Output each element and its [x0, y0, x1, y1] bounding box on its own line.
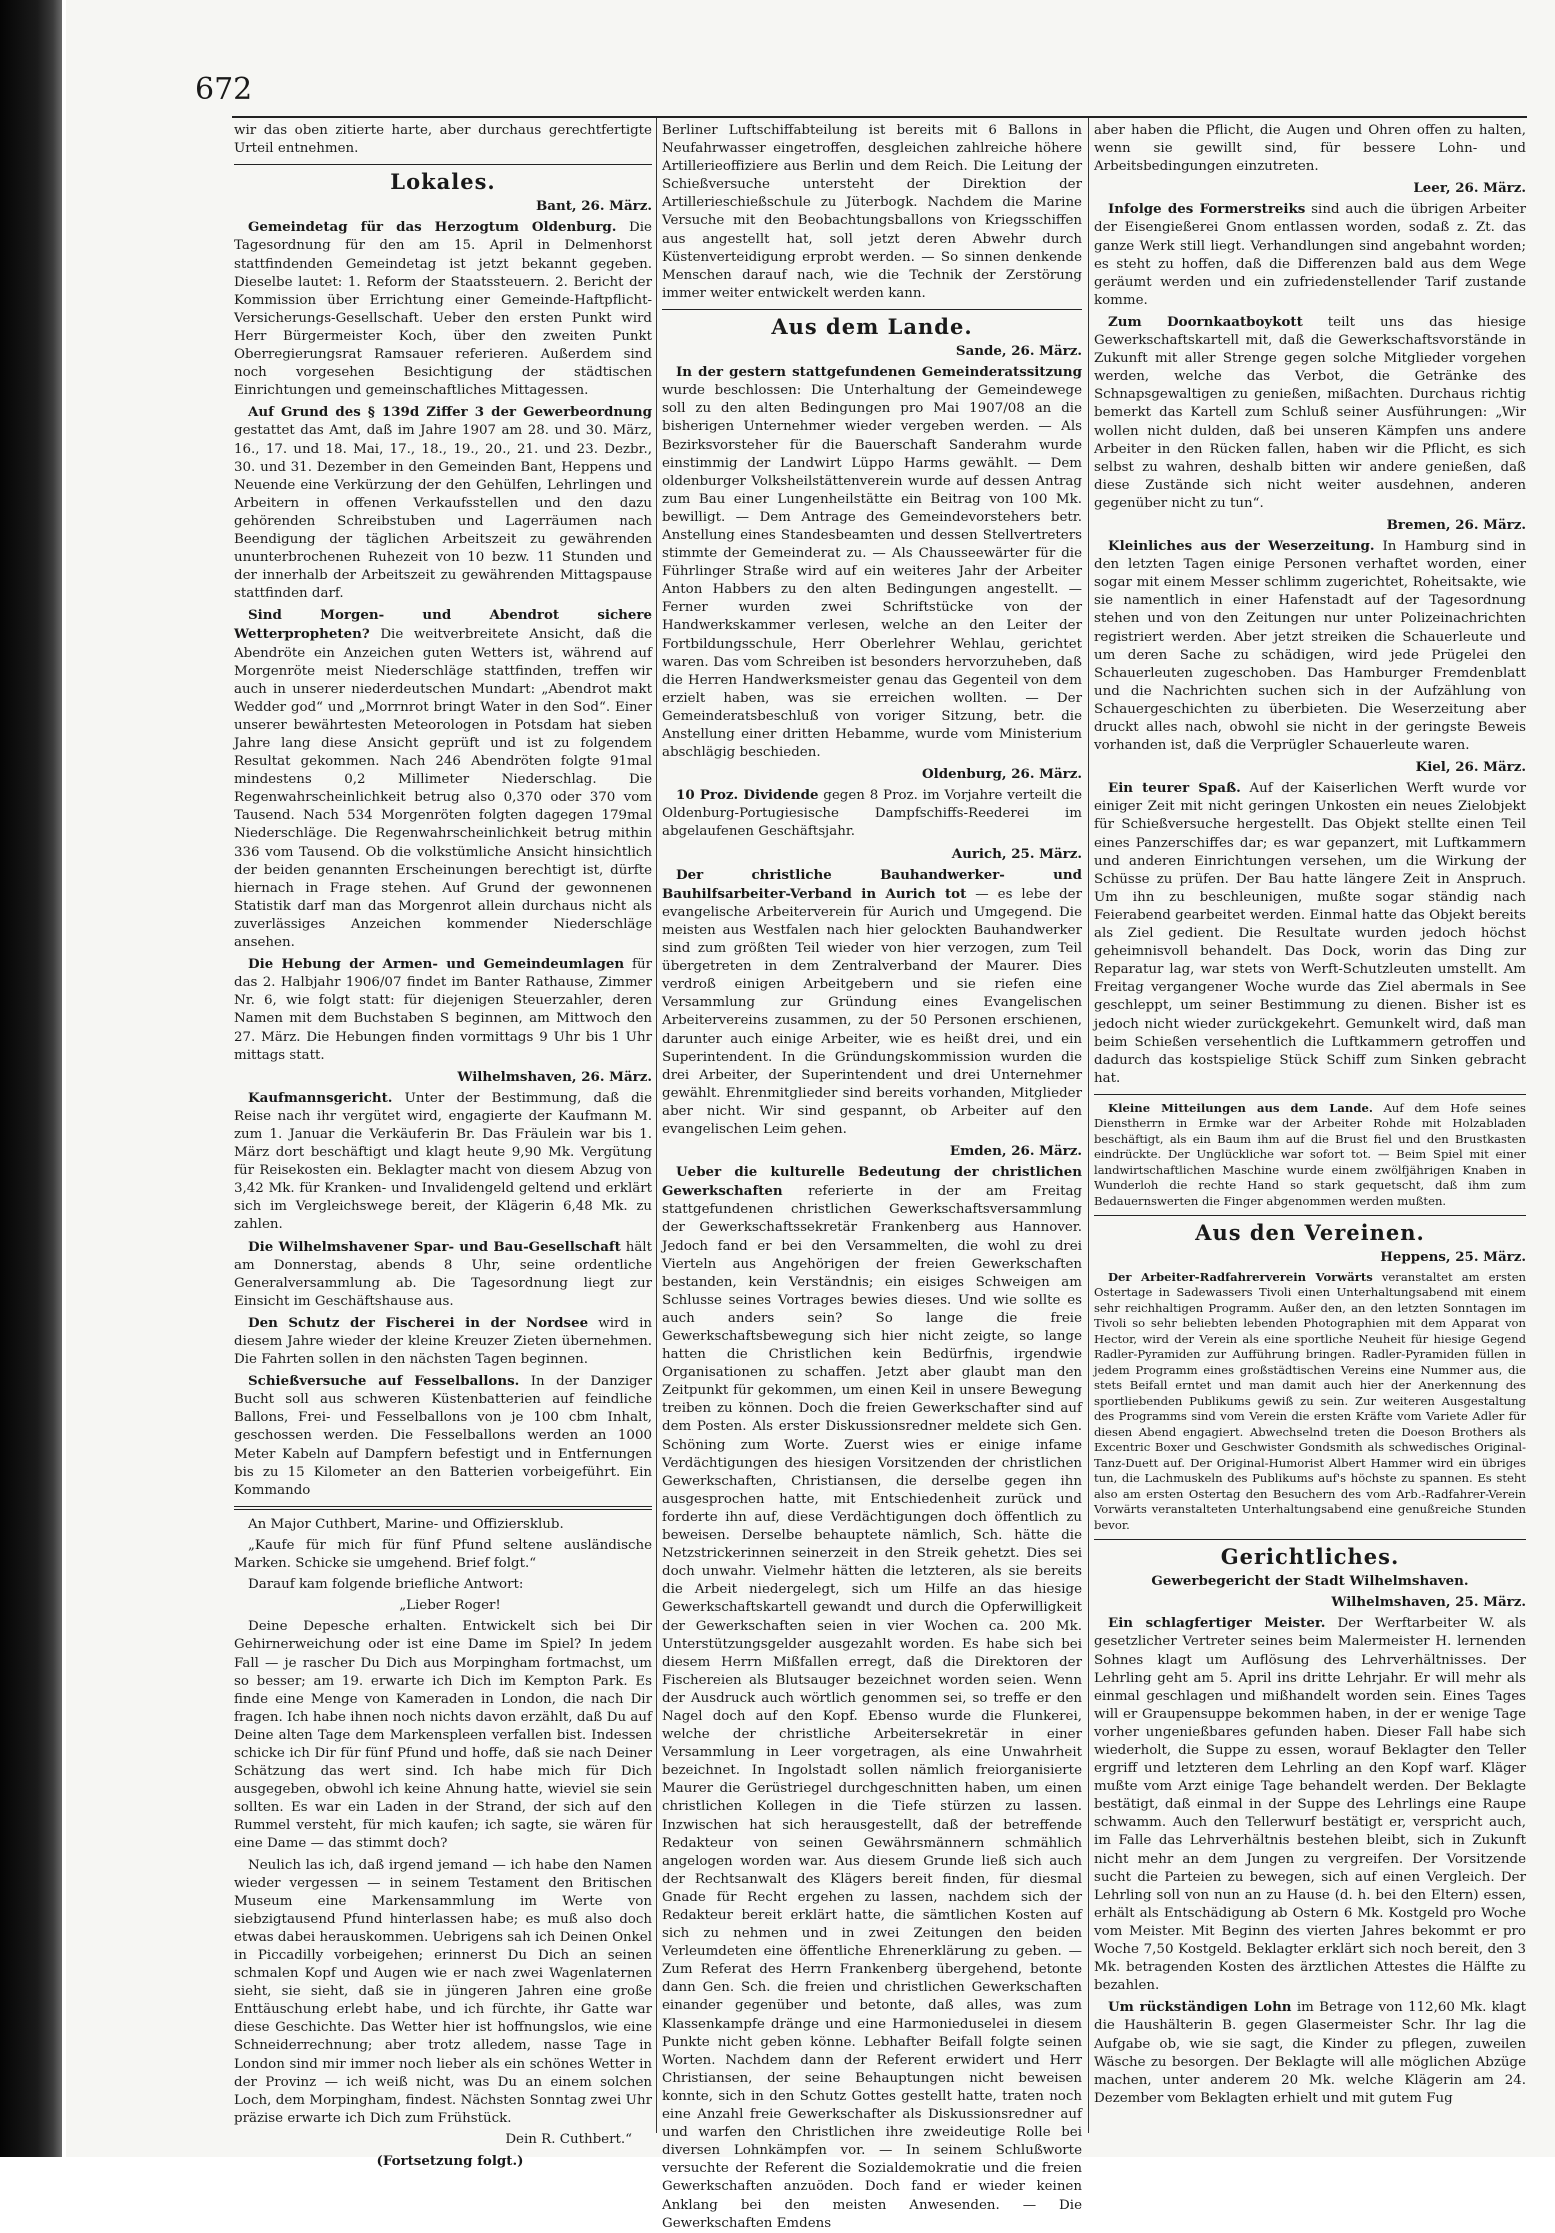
- court-title: Gewerbegericht der Stadt Wilhelmshaven.: [1151, 1573, 1469, 1590]
- article: 10 Proz. Dividende gegen 8 Proz. im Vorjahre verteilt die Oldenburg-Portugiesische Dampfschiffs-Reederei im abgelaufenen Geschäftsjahr.: [662, 787, 1082, 840]
- column-2: [662, 122, 1083, 2231]
- dateline: Bant, 26. März.: [535, 198, 652, 215]
- column-1: [234, 122, 652, 2170]
- page-number: 672: [195, 72, 253, 107]
- story-paragraph: Deine Depesche erhalten. Entwickelt sich bei Dir Gehirnerweichung oder ist eine Dame im Spiel? In jedem Fall — je rascher Du Dich aus Morpingham fortmachst, um so besser; am 19. erwarte ich Dich im Kempton Park. Es finde eine Menge von Kameraden in London, die nach Dir fragen. Ich habe ihnen noch nichts davon erzählt, daß Du auf Deine alten Tage dem Markenspleen verfallen bist. Indessen schicke ich Dir für fünf Pfund und hoffe, daß sie nach Deiner Schätzung das wert sind. Ich habe mich für Dich ausgegeben, obwohl ich keine Ahnung hatte, wieviel sie sein sollten. Es war ein Laden in der Strand, der sich auf den Rummel versteht, für mich kaufen; ich sagte, sie wären für eine Dame — das stimmt doch?: [234, 1619, 652, 1852]
- article: Sind Morgen- und Abendrot sichere Wetterpropheten? Die weitverbreitete Ansicht, daß die Abendröte ein Anzeichen guten Wetters ist, während auf Morgenröte meist Niederschläge stattfinden, treffen wir auch in unserer niederdeutschen Mundart: „Abendrot makt Wedder god“ und „Morrnrot bringt Water in den Sod“. Einer unserer bewährtesten Meteorologen in Potsdam hat sieben Jahre lang diese Ansicht geprüft und ist zu folgendem Resultat gekommen. Nach 246 Abendröten folgte 91mal mindestens 0,2 Millimeter Niederschlag. Die Regenwahrscheinlichkeit betrug also 0,370 oder 370 vom Tausend. Nach 534 Morgenröten folgten dagegen 179mal Niederschläge. Die Regenwahrscheinlichkeit betrug mithin 336 vom Tausend. Ob die volkstümliche Ansicht hinsichtlich der beiden genannten Erscheinungen berechtigt ist, dürfte hiernach in Frage stehen. Auf Grund der gewonnenen Statistik darf man das Morgenrot allein durchaus nicht als zuverlässiges Anzeichen kommender Niederschläge ansehen.: [234, 607, 652, 951]
- dateline: Aurich, 25. März.: [951, 845, 1082, 862]
- story-signature: Dein R. Cuthbert.“: [505, 2131, 632, 2147]
- article: Auf Grund des § 139d Ziffer 3 der Gewerbeordnung gestattet das Amt, daß im Jahre 1907 am 28. und 30. März, 16., 17. und 18. Mai, 17., 18., 19., 20., 21. und 23. Dezbr., 30. und 31. Dezember in den Gemeinden Bant, Heppens und Neuende eine Verkürzung der den Gehülfen, Lehrlingen und Arbeitern in offenen Verkaufsstellen und den dazu gehörenden Schreibstuben und Lagerräumen nach Beendigung der täglichen Arbeitszeit zu gewährenden ununterbrochenen Ruhezeit von 10 bezw. 11 Stunden und der innerhalb der Arbeitszeit zu gewährenden Mittagspause stattfinden darf.: [234, 404, 652, 602]
- article: Ein teurer Spaß. Auf der Kaiserlichen Werft wurde vor einiger Zeit mit nicht geringen Unkosten ein neues Zielobjekt für Schießversuche hergestellt. Das Objekt stellte einen Teil eines Panzerschiffes dar; es war gepanzert, mit Luftkammern und anderen Einrichtungen versehen, um die Wirkung der Schüsse zu prüfen. Der Bau hatte längere Zeit in Anspruch. Um ihn zu beschleunigen, mußte sogar ständig nach Feierabend gearbeitet werden. Einmal hatte das Objekt bereits als Ziel gedient. Die Resultate wurden jedoch höchst geheimnisvoll behandelt. Das Dock, worin das Ding zur Reparatur lag, war stets von Werft-Schutzleuten umstellt. Am Freitag vergangener Woche wurde das Ziel abermals in See geschleppt, um seiner Bestimmung zu dienen. Bisher ist es jedoch nicht wieder zurückgekehrt. Gemunkelt wird, daß man beim Schießen versehentlich die Luftkammern getroffen und dadurch das kostspielige Stück Schiff zum Sinken gebracht hat.: [1094, 780, 1526, 1086]
- article: Die Wilhelmshavener Spar- und Bau-Gesellschaft hält am Donnerstag, abends 8 Uhr, seine ordentliche Generalversammlung ab. Die Tagesordnung liegt zur Einsicht im Geschäftshause aus.: [234, 1238, 652, 1309]
- story-paragraph: „Kaufe für mich für fünf Pfund seltene ausländische Marken. Schicke sie umgehend. Brief folgt.“: [234, 1537, 652, 1572]
- intro-text: wir das oben zitierte harte, aber durchaus gerechtfertigte Urteil entnehmen.: [234, 123, 652, 157]
- continuation-note: (Fortsetzung folgt.): [376, 2153, 524, 2170]
- article-small: Kleine Mitteilungen aus dem Lande. Auf dem Hofe seines Dienstherrn in Ermke war der Arbeiter Rohde mit Holzabladen beschäftigt, als ein Baum ihm auf die Brust fiel und den Brustkasten eindrückte. Der Unglückliche war sofort tot. — Beim Spiel mit einer landwirtschaftlichen Maschine wurde einem zwölfjährigen Knaben in Wunderloh die rechte Hand so stark gequetscht, daß ihm zum Bedauernswerten die Finger abgenommen werden mußten.: [1094, 1100, 1526, 1208]
- article: Den Schutz der Fischerei in der Nordsee wird in diesem Jahre wieder der kleine Kreuzer Zieten übernehmen. Die Fahrten sollen in den nächsten Tagen beginnen.: [234, 1314, 652, 1368]
- divider: [234, 164, 652, 165]
- article: Gemeindetag für das Herzogtum Oldenburg. Die Tagesordnung für den am 15. April in Delmenhorst stattfindenden Gemeindetag ist jetzt bekannt gegeben. Dieselbe lautet: 1. Reform der Staatssteuern. 2. Bericht der Kommission über Errichtung einer Gemeinde-Haftpflicht-Versicherungs-Gesellschaft. Ueber den ersten Punkt wird Herr Bürgermeister Koch, über den zweiten Punkt Oberregierungsrat Ramsauer referieren. Außerdem sind noch vorgesehen Besichtigung der städtischen Einrichtungen und gemeinschaftliches Mittagessen.: [234, 219, 652, 399]
- dateline: Emden, 26. März.: [949, 1143, 1082, 1160]
- divider: [662, 309, 1082, 310]
- column-divider-2: [1088, 118, 1089, 2133]
- divider: [1094, 1539, 1526, 1540]
- article: Ein schlagfertiger Meister. Der Werftarbeiter W. als gesetzlicher Vertreter seines beim Malermeister H. lernenden Sohnes klagt um Auflösung des Lehrverhältnisses. Der Lehrling geht am 5. April ins dritte Lehrjahr. Er will mehr als einmal geschlagen und mißhandelt worden sein. Eines Tages will er Graupensuppe bekommen haben, in der er wenige Tage vorher ungenießbares gefunden haben. Dieser Fall habe sich wiederholt, die Suppe zu essen, worauf Beklagter den Teller ergriff und letzteren dem Lehrling an den Kopf warf. Kläger mußte vom Arzt einige Tage behandelt werden. Der Beklagte bestätigt, daß einmal in der Suppe des Lehrlings eine Raupe schwamm. Auch den Tellerwurf bestätigt er, verspricht auch, im Falle das Lehrverhältnis bestehen bleibt, sich in Zukunft nicht mehr an dem Jungen zu vergreifen. Der Vorsitzende sucht die Parteien zu bewegen, sich auf einen Vergleich. Der Lehrling soll von nun an zu Hause (d. h. bei den Eltern) essen, erhält als Entschädigung ab Ostern 6 Mk. Kostgeld pro Woche vom Meister. Mit Beginn des vierten Jahres bekommt er pro Woche 7,50 Kostgeld. Beklagter erklärt sich noch bereit, den 3 Mk. betragenden Kosten des ärztlichen Attestes die Hälfte zu bezahlen.: [1094, 1615, 1526, 1994]
- book-binding: [0, 0, 62, 2157]
- article: Infolge des Formerstreiks sind auch die übrigen Arbeiter der Eisengießerei Gnom entlassen worden, sodaß z. Zt. das ganze Werk still liegt. Verhandlungen sind angebahnt worden; es steht zu hoffen, daß die Differenzen bald aus dem Wege geräumt werden und ein zufriedenstellender Tarif zustande komme.: [1094, 201, 1526, 308]
- dateline: Wilhelmshaven, 25. März.: [1331, 1594, 1526, 1611]
- section-title-gerichtliches: Gerichtliches.: [1220, 1544, 1400, 1570]
- dateline: Heppens, 25. März.: [1380, 1249, 1526, 1266]
- feuilleton-divider: [234, 1506, 652, 1510]
- continued-text: aber haben die Pflicht, die Augen und Ohren offen zu halten, wenn sie gewillt sind, für bessere Lohn- und Arbeitsbedingungen einzutreten.: [1094, 123, 1526, 175]
- dateline: Kiel, 26. März.: [1415, 759, 1526, 776]
- article: Zum Doornkaatboykott teilt uns das hiesige Gewerkschaftskartell mit, daß die Gewerkschaftsvorstände in Zukunft mit aller Strenge gegen solche Mitglieder vorgehen werden, welche das Verbot, die Getränke des Schnapsgewaltigen zu genießen, mißachten. Durchaus richtig bemerkt das Kartell zum Schluß seiner Ausführungen: „Wir wollen nicht dulden, daß bei unseren Kämpfen uns andere Arbeiter in den Rücken fallen, haben wir die Pflicht, es sich selbst zu wahren, deshalb bitten wir andere genießen, daß diese Zustände sich nicht weiter ausdehnen, anderen gegenüber nicht zu tun“.: [1094, 313, 1526, 511]
- article: Kleinliches aus der Weserzeitung. In Hamburg sind in den letzten Tagen einige Personen verhaftet worden, einer sogar mit einem Messer schlimm zugerichtet, Roheitsakte, wie sie namentlich in einer Hafenstadt auf der Tagesordnung stehen und von den Zeitungen nur unter Polizeinachrichten registriert werden. Aber jetzt streiken die Schauerleute und um deren Sache zu schädigen, wird jede Prügelei den Schauerleuten zugeschoben. Das Hamburger Fremdenblatt und die Nachrichten suchen sich in der Aufzählung von Schauergeschichten zu überbieten. Die Weserzeitung aber druckt alles nach, obwohl sie nicht in der geringste Beweis vorhanden ist, daß die Verprügler Schauerleute waren.: [1094, 538, 1526, 754]
- divider: [1094, 1094, 1526, 1095]
- dateline: Sande, 26. März.: [955, 343, 1082, 360]
- column-3: [1094, 122, 1526, 2132]
- dateline: Oldenburg, 26. März.: [922, 766, 1082, 783]
- article: Der christliche Bauhandwerker- und Bauhilfsarbeiter-Verband in Aurich tot — es lebe der evangelische Arbeiterverein für Aurich und Umgegend. Die meisten aus Westfalen nach hier gelockten Bauhandwerker sind zum größten Teil wieder von hier verzogen, zum Teil übergetreten in dem Zentralverband der Maurer. Dies verdroß einigen Arbeitgebern und sie riefen eine Versammlung zur Gründung eines Evangelischen Arbeitervereins zusammen, zu der 50 Personen erschienen, darunter auch einige Arbeiter, wie es heißt drei, und ein Superintendent. In die Gründungskommission wurden die drei Arbeiter, der Superintendent und drei Unternehmer gewählt. Ehrenmitglieder sind bereits vorhanden, Mitglieder aber nicht. Wir sind gespannt, ob Arbeiter auf den evangelischen Leim gehen.: [662, 866, 1083, 1137]
- article: Ueber die kulturelle Bedeutung der christlichen Gewerkschaften referierte in der am Freitag stattgefundenen christlichen Gewerkschaftsversammlung der Gewerkschaftssekretär Frankenberg aus Hannover. Jedoch fand er bei den Versammelten, die wohl zu drei Vierteln aus Angehörigen der freien Gewerkschaften bestanden, kein Verständnis; ein eisiges Schweigen am Schlusse seines Vortrages bewies dieses. Und wie sollte es auch anders sein? So lange die freie Gewerkschaftsbewegung sich hier nicht zeigte, so lange hatten die Christlichen kein Bedürfnis, irgendwie Organisationen zu schaffen. Jetzt aber glaubt man den Zeitpunkt für gekommen, um einen Keil in unsere Bewegung treiben zu können. Doch die freien Gewerkschafter sind auf dem Posten. Als erster Diskussionsredner meldete sich Gen. Schöning zum Worte. Zuerst wies er einige infame Verdächtigungen des hiesigen Vorsitzenden der christlichen Gewerkschaften, Christiansen, die derselbe gegen ihn ausgesprochen hatte, mit Entschiedenheit zurück und forderte ihn auf, diese Verdächtigungen doch öffentlich zu beweisen. Derselbe behauptete nämlich, Sch. hätte die Netzstrickerinnen seinerzeit in den Streik gehetzt. Dies sei doch unwahr. Vielmehr hätten die letzteren, als sie bereits die Arbeit niedergelegt, sich um Hilfe an das hiesige Gewerkschaftskartell gewandt und durch die Opferwilligkeit der Gewerkschaften seien in vier Wochen ca. 200 Mk. Unterstützungsgelder ausgezahlt worden. Es habe sich bei diesem Herrn Mißfallen erregt, daß die Direktoren der Fischereien als Blutsauger bezeichnet worden seien. Wenn der Ausdruck auch wörtlich genommen sei, so treffe er den Nagel doch auf den Kopf. Ebenso wurde die Flunkerei, welche der christliche Arbeitersekretär in einer Versammlung in Leer vorgetragen, als eine Unwahrheit bezeichnet. In Ingolstadt sollen nämlich freiorganisierte Maurer die Gerüstriegel durchgeschnitten haben, um einen christlichen Kollegen in die Tiefe stürzen zu lassen. Inzwischen hat sich herausgestellt, daß der betreffende Redakteur von seinen Gewährsmännern schmählich angelogen worden war. Aus diesem Grunde ließ sich auch der Rechtsanwalt des Klägers bereit finden, für diesmal Gnade für Recht ergehen zu lassen, nachdem sich der Redakteur bereit erklärt hatte, die sämtlichen Kosten auf sich zu nehmen und in zwei Zeitungen den beiden Verleumdeten eine öffentliche Ehrenerklärung zu geben. — Zum Referat des Herrn Frankenberg übergehend, betonte dann Gen. Sch. die freien und christlichen Gewerkschaften einander gegenüber und betonte, daß alles, was zum Klassenkampfe dränge und eine Harmonieduselei in diesem Punkte nicht geben könne. Lebhafter Beifall folgte seinen Worten. Nachdem dann der Referent erwidert und Herr Christiansen, der seine Behauptungen nicht beweisen konnte, sich in den Schutz Gottes gestellt hatte, traten noch eine Anzahl freie Gewerkschafter als Diskussionsredner auf und warfen den Christlichen ihre zweideutige Rolle bei diversen Lohnkämpfen vor. — In seinem Schlußworte versuchte der Referent die Sozialdemokratie und die freien Gewerkschaften anzuöden. Doch fand er wieder keinen Anklang bei den meisten Anwesenden. — Die Gewerkschaften Emdens: [662, 1164, 1082, 2231]
- dateline: Wilhelmshaven, 26. März.: [457, 1068, 652, 1085]
- section-title-aus-dem-lande: Aus dem Lande.: [771, 313, 973, 339]
- continued-text: Berliner Luftschiffabteilung ist bereits mit 6 Ballons in Neufahrwasser eingetroffen, desgleichen zahlreiche höhere Artillerieoffiziere aus Berlin und dem Reich. Die Leitung der Schießversuche untersteht der Direktion der Artillerieschießschule zu Jüterbogk. Nachdem die Marine Versuche mit den Beobachtungsballons von Kriegsschiffen aus angestellt hat, soll jetzt deren Abwehr durch Küstenverteidigung erprobt werden. — So sinnen denkende Menschen darauf nach, wie die Technik der Zerstörung immer weiter entwickelt werden kann.: [662, 123, 1082, 301]
- dateline: Bremen, 26. März.: [1386, 516, 1526, 533]
- section-title-aus-den-vereinen: Aus den Vereinen.: [1195, 1220, 1425, 1246]
- article: Kaufmannsgericht. Unter der Bestimmung, daß die Reise nach ihr vergütet wird, engagierte der Kaufmann M. zum 1. Januar die Verkäuferin Br. Das Fräulein war bis 1. März dort beschäftigt und klagt heute 9,90 Mk. Vergütung für Reisekosten ein. Beklagter macht von diesem Abzug von 3,42 Mk. für Kranken- und Invalidengeld geltend und erklärt sich im Vergleichswege bereit, der Klägerin 6,48 Mk. zu zahlen.: [234, 1089, 652, 1233]
- story-paragraph: Darauf kam folgende briefliche Antwort:: [248, 1577, 524, 1593]
- story-salutation: „Lieber Roger!: [399, 1598, 501, 1614]
- story-paragraph: Neulich las ich, daß irgend jemand — ich habe den Namen wieder vergessen — in seinem Testament den Britischen Museum eine Markensammlung im Werte von siebzigtausend Pfund hinterlassen habe; es muß also doch etwas dabei herauskommen. Uebrigens sah ich Deinen Onkel in Piccadilly vorbeigehen; erinnerst Du Dich an seinen schmalen Kopf und Augen wie er nach zwei Wagenlaternen sieht, sie sieht, daß sie in jüngeren Jahren eine große Enttäuschung erlebt habe, und ich fürchte, ihr Gatte war diese Geschichte. Das Wetter hier ist hoffnungslos, wie eine Schneiderrechnung; aber trotz alledem, nasse Tage in London sind mir immer noch lieber als ein schönes Wetter in der Provinz — ich weiß nicht, was Du an einem solchen Loch, dem Morpingham, findest. Nächsten Sonntag zwei Uhr präzise erwarte ich Dich zum Frühstück.: [234, 1857, 652, 2126]
- divider: [1094, 1215, 1526, 1216]
- article: Um rückständigen Lohn im Betrage von 112,60 Mk. klagt die Haushälterin B. gegen Glasermeister Schr. Ihr lag die Aufgabe ob, wie sie sagt, die Kinder zu pflegen, zuweilen Wäsche zu besorgen. Der Beklagte will alle möglichen Abzüge machen, unter anderem 20 Mk. welche Klägerin am 24. Dezember vom Beklagten erhielt und mit gutem Fug: [1094, 1999, 1526, 2106]
- article: Schießversuche auf Fesselballons. In der Danziger Bucht soll aus schweren Küstenbatterien auf feindliche Ballons, Frei- und Fesselballons von je 100 cbm Inhalt, geschossen werden. Die Fesselballons werden an 1000 Meter Kabeln auf Dampfern befestigt und in Entfernungen bis zu 15 Kilometer an den Batterien vorbeigeführt. Ein Kommando: [234, 1373, 652, 1498]
- story-heading: An Major Cuthbert, Marine- und Offiziersklub.: [248, 1516, 564, 1532]
- article: In der gestern stattgefundenen Gemeinderatssitzung wurde beschlossen: Die Unterhaltung der Gemeindewege soll zu den alten Bedingungen pro Mai 1907/08 an die bisherigen Unternehmer wieder vergeben werden. — Als Bezirksvorsteher für die Bauerschaft Sanderahm wurde einstimmig der Landwirt Lüppo Harms gewählt. — Dem oldenburger Volksheilstättenverein wurde auf dessen Antrag zum Bau einer Lungenheilstätte ein Beitrag von 100 Mk. bewilligt. — Dem Antrage des Gemeindevorstehers betr. Anstellung eines Standesbeamten und dessen Stellvertreters stimmte der Gemeinderat zu. — Als Chausseewärter für die Führlinger Straße wird auf ein weiteres Jahr der Arbeiter Anton Habbers zu den alten Bedingungen angestellt. — Ferner wurden zwei Schriftstücke von der Handwerkskammer verlesen, welche an den Leiter der Fortbildungsschule, Herr Oberlehrer Wehlau, gerichtet waren. Das vom Schreiben ist besonders hervorzuheben, daß die Herren Handwerksmeister genau das Gegenteil von dem erzielt haben, was sie erreichen wollten. — Der Gemeinderatsbeschluß von voriger Sitzung, betr. die Anstellung einer dritten Hebamme, wurde vom Ministerium abschlägig beschieden.: [662, 364, 1082, 761]
- top-rule: [232, 116, 1527, 118]
- section-title-lokales: Lokales.: [390, 169, 496, 195]
- column-divider-1: [656, 118, 657, 2133]
- article: Die Hebung der Armen- und Gemeindeumlagen für das 2. Halbjahr 1906/07 findet im Banter Rathause, Zimmer Nr. 6, wie folgt statt: für diejenigen Steuerzahler, deren Namen mit dem Buchstaben S beginnen, am Mittwoch den 27. März. Die Hebungen finden vormittags 9 Uhr bis 1 Uhr mittags statt.: [234, 956, 652, 1063]
- dateline: Leer, 26. März.: [1413, 180, 1526, 197]
- article-small: Der Arbeiter-Radfahrerverein Vorwärts veranstaltet am ersten Ostertage in Sadewassers Tivoli einen Unterhaltungsabend mit einem sehr reichhaltigen Programm. Außer den, an den letzten Sonntagen im Tivoli so sehr beliebten lebenden Photographien mit dem Apparat von Hector, wird der Verein als eine sportliche Neuheit für hiesige Gegend Radler-Pyramiden zur Aufführung bringen. Radler-Pyramiden füllen in jedem Programm eines großstädtischen Vereins eine Nummer aus, die stets Beifall erntet und man damit auch hier der Anerkennung des sportliebenden Publikums gewiß zu sein. Zur weiteren Ausgestaltung des Programms sind vom Verein die ersten Kräfte vom Variete Adler für diesen Abend engagiert. Abwechselnd treten die Doeson Brothers als Excentric Boxer und Geschwister Gondsmith als schwedisches Original-Tanz-Duett auf. Der Original-Humorist Albert Hammer wird ein übriges tun, die Lachmuskeln des Publikums auf's höchste zu spannen. Es steht also am ersten Ostertag den Besuchern des vom Arb.-Radfahrer-Verein Vorwärts veranstalteten Unterhaltungsabend eine genußreiche Stunden bevor.: [1094, 1269, 1527, 1532]
